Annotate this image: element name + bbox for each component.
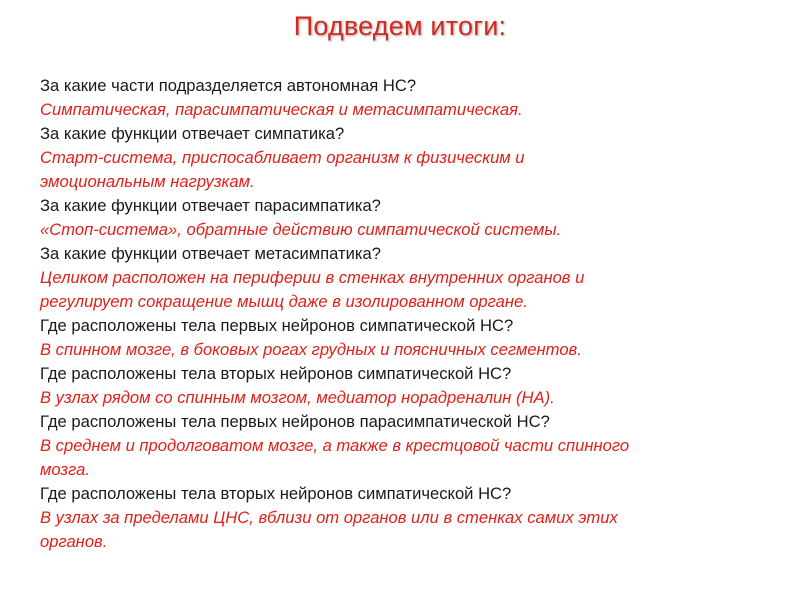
answer-line: Симпатическая, парасимпатическая и метасимпатическая. [40, 100, 523, 119]
answer-line: мозга. [40, 460, 90, 479]
question-line: За какие части подразделяется автономная НС? [40, 76, 417, 95]
summary-content [40, 74, 760, 554]
answer-line: «Стоп-система», обратные действию симпатической системы. [40, 220, 562, 239]
answer-line: органов. [40, 532, 108, 551]
question-line: Где расположены тела первых нейронов симпатической НС? [40, 316, 514, 335]
answer-line: В узлах рядом со спинным мозгом, медиатор норадреналин (НА). [40, 388, 555, 407]
answer-line: В узлах за пределами ЦНС, вблизи от органов или в стенках самих этих [40, 508, 618, 527]
answer-line: Целиком расположен на периферии в стенках внутренних органов и [40, 268, 585, 287]
question-line: За какие функции отвечает метасимпатика? [40, 244, 381, 263]
slide-title: Подведем итоги: [293, 11, 507, 41]
question-line: За какие функции отвечает парасимпатика? [40, 196, 381, 215]
question-line: Где расположены тела вторых нейронов симпатической НС? [40, 484, 512, 503]
question-line: Где расположены тела вторых нейронов симпатической НС? [40, 364, 512, 383]
answer-line: В среднем и продолговатом мозге, а также в крестцовой части спинного [40, 436, 630, 455]
answer-line: В спинном мозге, в боковых рогах грудных и поясничных сегментов. [40, 340, 582, 359]
question-line: За какие функции отвечает симпатика? [40, 124, 345, 143]
question-line: Где расположены тела первых нейронов парасимпатической НС? [40, 412, 550, 431]
answer-line: эмоциональным нагрузкам. [40, 172, 255, 191]
answer-line: регулирует сокращение мышц даже в изолированном органе. [40, 292, 528, 311]
answer-line: Старт-система, приспосабливает организм к физическим и [40, 148, 525, 167]
